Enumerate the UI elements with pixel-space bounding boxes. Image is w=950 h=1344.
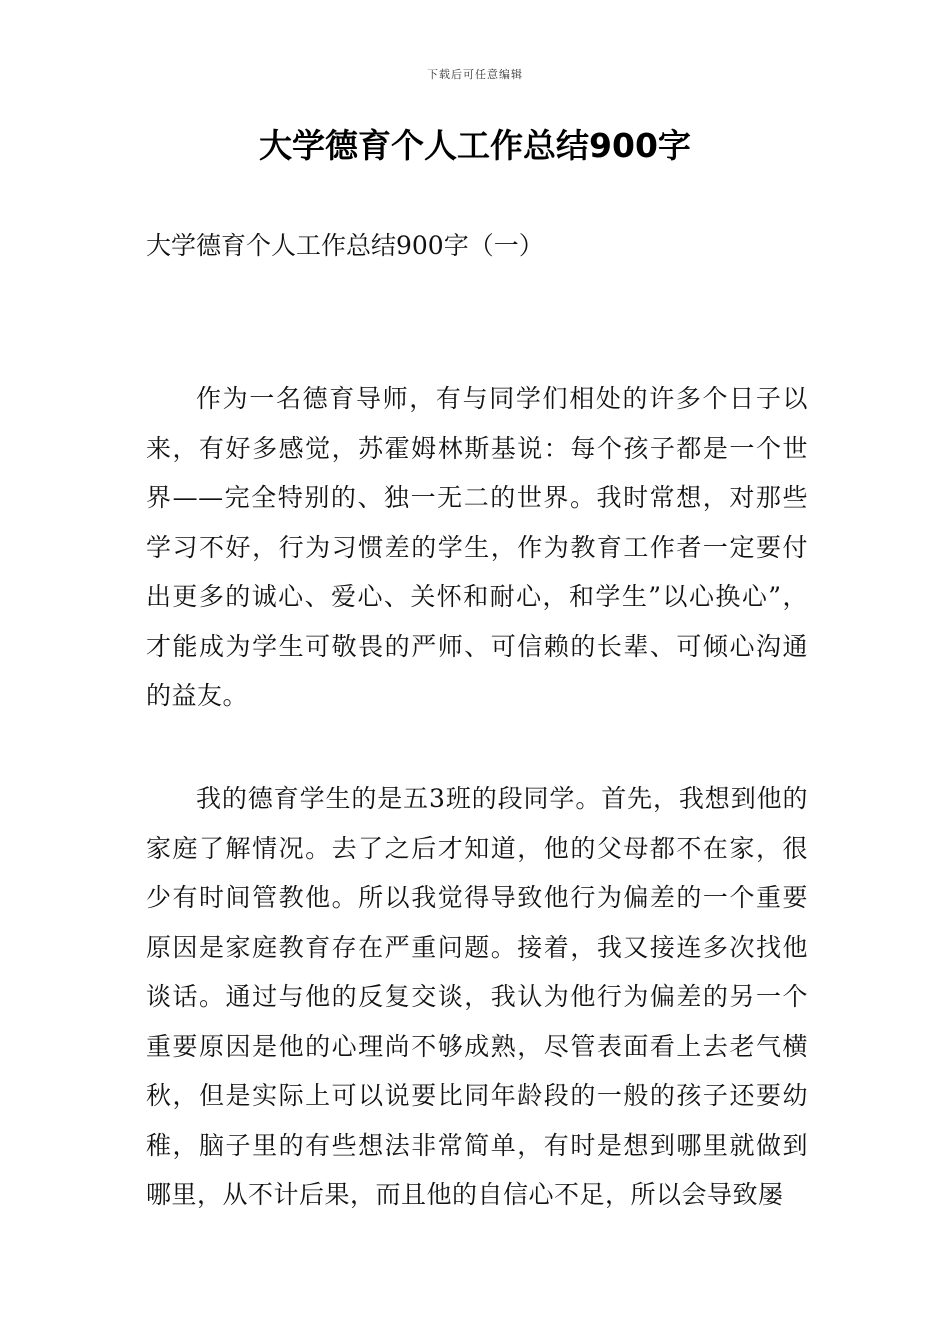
body-paragraph: 我的德育学生的是五3班的段同学。首先，我想到他的家庭了解情况。去了之后才知道，他的父母都不在家，很少有时间管教他。所以我觉得导致他行为偏差的一个重要原因是家庭教育存在严重问题。接着，我又接连多次找他谈话。通过与他的反复交谈，我认为他行为偏差的另一个重要原因是他的心理尚不够成熟，尽管表面看上去老气横秋，但是实际上可以说要比同年龄段的一般的孩子还要幼稚，脑子里的有些想法非常简单，有时是想到哪里就做到哪里，从不计后果，而且他的自信心不足，所以会导致屡: [146, 784, 808, 1209]
body-paragraph: 作为一名德育导师，有与同学们相处的许多个日子以来，有好多感觉，苏霍姆林斯基说：每个孩子都是一个世界——完全特别的、独一无二的世界。我时常想，对那些学习不好，行为习惯差的学生，作为教育工作者一定要付出更多的诚心、爱心、关怀和耐心，和学生”以心换心”，才能成为学生可敬畏的严师、可信赖的长辈、可倾心沟通的益友。: [146, 384, 808, 710]
section-subtitle: 大学德育个人工作总结900字（一）: [146, 231, 544, 260]
header-note: 下载后可任意编辑: [427, 68, 523, 81]
document-title: 大学德育个人工作总结900字: [259, 126, 691, 165]
